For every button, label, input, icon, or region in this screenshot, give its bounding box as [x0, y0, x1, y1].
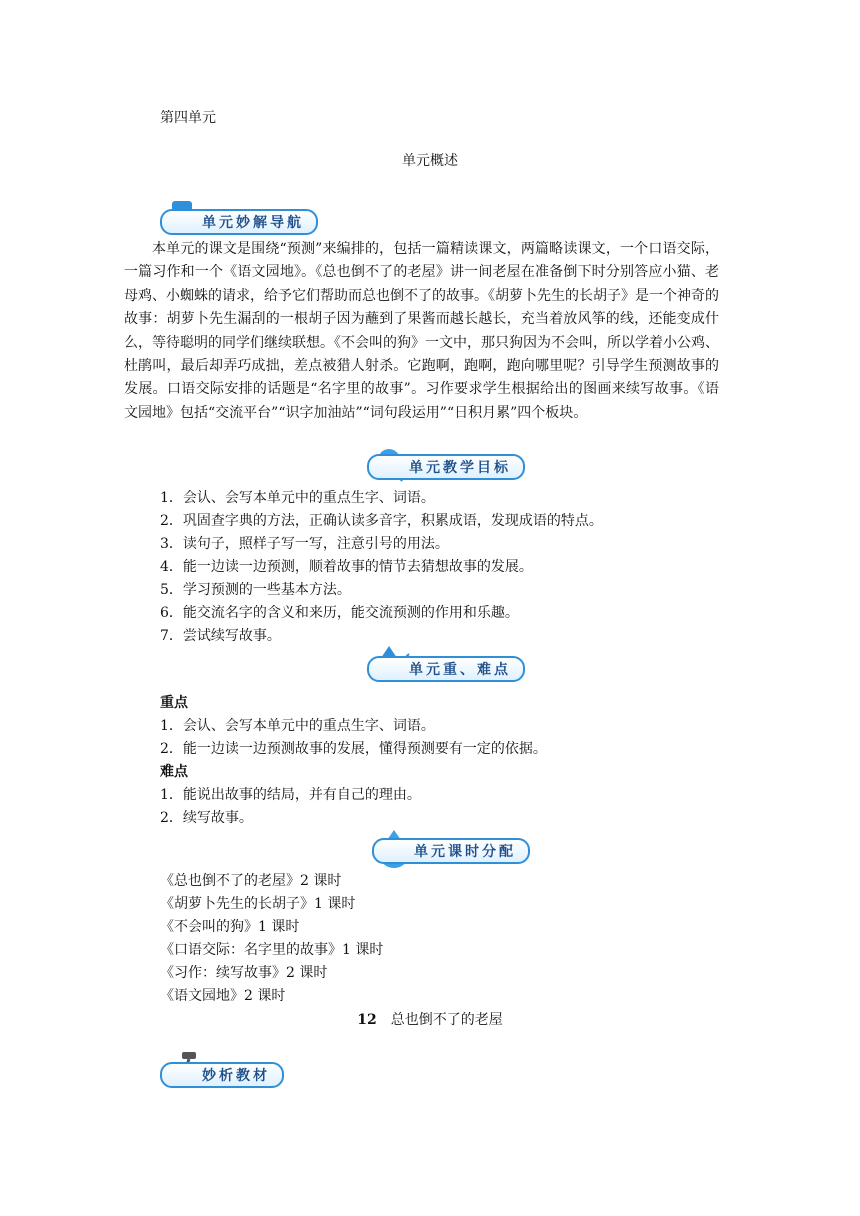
section-title-analysis: 妙析教材	[160, 1062, 284, 1088]
section-badge-key-points	[367, 652, 525, 686]
goals-list	[160, 487, 603, 648]
schedule-item: 《不会叫的狗》1 课时	[160, 919, 300, 935]
schedule-item: 《习作：续写故事》2 课时	[160, 965, 328, 981]
goal-item: 4．能一边读一边预测，顺着故事的情节去猜想故事的发展。	[160, 559, 533, 575]
schedule-item: 《口语交际：名字里的故事》1 课时	[160, 942, 384, 958]
difficult-item: 2．续写故事。	[160, 810, 253, 826]
key-item: 1．会认、会写本单元中的重点生字、词语。	[160, 718, 435, 734]
section-title-key-points: 单元重、难点	[367, 656, 525, 682]
lesson-title	[0, 1009, 860, 1029]
section-badge-schedule	[372, 834, 530, 868]
schedule-list	[160, 870, 383, 1008]
goal-item: 2．巩固查字典的方法，正确认读多音字，积累成语，发现成语的特点。	[160, 513, 603, 529]
goal-item: 3．读句子，照样子写一写，注意引号的用法。	[160, 536, 449, 552]
goal-item: 6．能交流名字的含义和来历，能交流预测的作用和乐趣。	[160, 605, 519, 621]
section-title-guide: 单元妙解导航	[160, 209, 318, 235]
overview-title: 单元概述	[402, 153, 458, 169]
difficult-heading: 难点	[160, 764, 188, 780]
key-heading: 重点	[160, 695, 188, 711]
key-difficult-list	[160, 692, 547, 830]
lesson-number: 12	[357, 1012, 377, 1028]
schedule-item: 《语文园地》2 课时	[160, 988, 286, 1004]
schedule-item: 《总也倒不了的老屋》2 课时	[160, 873, 342, 889]
section-title-goals: 单元教学目标	[367, 454, 525, 480]
section-badge-guide	[160, 205, 318, 239]
goal-item: 5．学习预测的一些基本方法。	[160, 582, 351, 598]
section-badge-analysis	[160, 1058, 284, 1092]
goal-item: 1．会认、会写本单元中的重点生字、词语。	[160, 490, 435, 506]
intro-paragraph: 本单元的课文是围绕“预测”来编排的，包括一篇精读课文，两篇略读课文，一个口语交际，一篇习作和一个《语文园地》。《总也倒不了的老屋》讲一间老屋在准备倒下时分别答应小猫、老母鸡、小蜘蛛的请求，给予它们帮助而总也倒不了的故事。《胡萝卜先生的长胡子》是一个神奇的故事：胡萝卜先生漏刮的一根胡子因为蘸到了果酱而越长越长，充当着放风筝的线，还能变成什么，等待聪明的同学们继续联想。《不会叫的狗》一文中，那只狗因为不会叫，所以学着小公鸡、杜鹃叫，最后却弄巧成拙，差点被猎人射杀。它跑啊，跑啊，跑向哪里呢？引导学生预测故事的发展。口语交际安排的话题是“名字里的故事”。习作要求学生根据给出的图画来续写故事。《语文园地》包括“交流平台”“识字加油站”“词句段运用”“日积月累”四个板块。	[124, 241, 719, 421]
difficult-item: 1．能说出故事的结局，并有自己的理由。	[160, 787, 421, 803]
section-badge-goals	[367, 450, 525, 484]
lesson-name: 总也倒不了的老屋	[390, 1012, 503, 1028]
key-item: 2．能一边读一边预测故事的发展，懂得预测要有一定的依据。	[160, 741, 547, 757]
unit-label: 第四单元	[160, 110, 216, 126]
schedule-item: 《胡萝卜先生的长胡子》1 课时	[160, 896, 356, 912]
section-title-schedule: 单元课时分配	[372, 838, 530, 864]
goal-item: 7．尝试续写故事。	[160, 628, 281, 644]
